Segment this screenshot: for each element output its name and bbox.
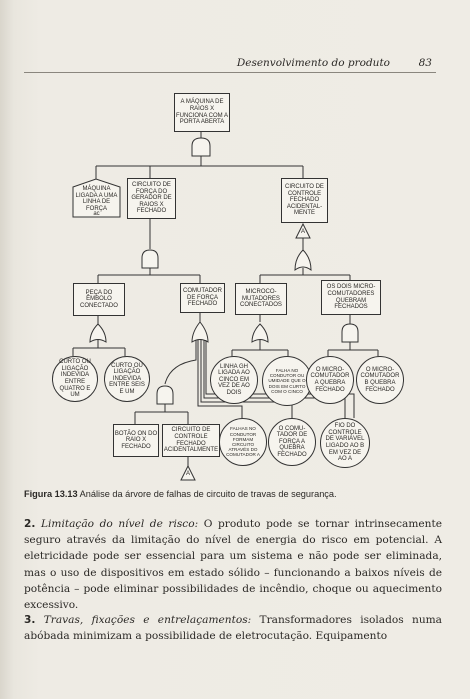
node-machine-line: MÁQUINA LIGADA A UMA LINHA DE FORÇA ac xyxy=(72,178,121,218)
basic-event-short-four: CURTO OU LIGAÇÃO INDEVIDA ENTRE QUATRO E UM xyxy=(52,356,98,402)
figure-caption xyxy=(24,489,444,499)
node-button-on: BOTÃO ON DO RAIO X FECHADO xyxy=(113,424,159,457)
paragraph-lead: Travas, fixações e entrelaçamentos: xyxy=(43,614,252,626)
figure-caption-text: Análise da árvore de falhas de circuito de travas de segurança. xyxy=(79,489,337,499)
node-microswitches: MICROCO- MUTADORES CONECTADOS xyxy=(235,283,287,315)
node-piston: PEÇA DO ÊMBOLO CONECTADO xyxy=(73,283,125,316)
basic-event-conductor-circuit: FALHAS NO CONDUTOR FORMAM CIRCUITO ATRAVÉS DO COMUTADOR A xyxy=(219,418,267,466)
paragraph-item-2 xyxy=(24,516,442,613)
paragraph-number: 2. xyxy=(24,518,36,530)
node-top-event: A MÁQUINA DE RAIOS X FUNCIONA COM A PORTA ABERTA xyxy=(174,93,230,132)
paragraph-lead: Limitação do nível de risco: xyxy=(40,518,199,530)
transfer-label-a: A xyxy=(300,229,305,235)
basic-event-microswitch-a: O MICRO- COMUTADOR A QUEBRA FECHADO xyxy=(306,356,354,404)
basic-event-conductor-moisture: FALHA NO CONDUTOR OU UMIDADE QUE O DOIS EM CURTO COM O CINCO xyxy=(262,356,312,406)
basic-event-microswitch-b: O MICRO- COMUTADOR B QUEBRA FECHADO xyxy=(356,356,404,404)
node-two-microswitches: OS DOIS MICRO- COMUTADORES QUEBRAM FECHADOS xyxy=(321,280,381,315)
node-control-circuit: CIRCUITO DE CONTROLE FECHADO ACIDENTAL- MENTE xyxy=(281,178,328,223)
basic-event-power-switch-a: O COMU- TADOR DE FORÇA A QUEBRA FECHADO xyxy=(268,418,316,466)
figure-caption-label: Figura 13.13 xyxy=(24,489,78,499)
basic-event-short-six: CURTO OU LIGAÇÃO INDEVIDA ENTRE SEIS E UM xyxy=(104,356,150,402)
paragraph-body: O produto pode se tornar intrinsecamente seguro através da limitação do nível de energia do risco em potencial. A eletricidade pode ser essencial para um sistema e não pode ser eliminada, mas o uso de dispositivos em estado sólido – funcionando a baixos níveis de potência – pode eliminar possibilidades de incêndio, choque ou aquecimento excessivo. xyxy=(24,518,442,612)
node-power-switch: COMUTADOR DE FORÇA FECHADO xyxy=(180,283,225,313)
node-control-accidental: CIRCUITO DE CONTROLE FECHADO ACIDENTALMENTE xyxy=(162,424,220,457)
transfer-label-bottom: A xyxy=(185,471,190,477)
paragraph-body: Transformadores isolados numa abóbada minimizam a possibilidade de eletrocutação. Equipamento xyxy=(24,614,442,643)
paragraph-number: 3. xyxy=(24,614,36,626)
basic-event-variable-wire: FIO DO CONTROLE DE VARIÁVEL LIGADO AO B EM VEZ DE AO A xyxy=(320,418,370,468)
page-number: 83 xyxy=(418,57,432,69)
basic-event-line-gh: LINHA GH LIGADA AO CINCO EM VEZ DE AO DOIS xyxy=(210,356,258,404)
paragraph-item-3 xyxy=(24,612,442,644)
running-head-title: Desenvolvimento do produto xyxy=(236,57,390,69)
node-power-circuit: CIRCUITO DE FORÇA DO GERADOR DE RAIOS X FECHADO xyxy=(127,178,176,219)
